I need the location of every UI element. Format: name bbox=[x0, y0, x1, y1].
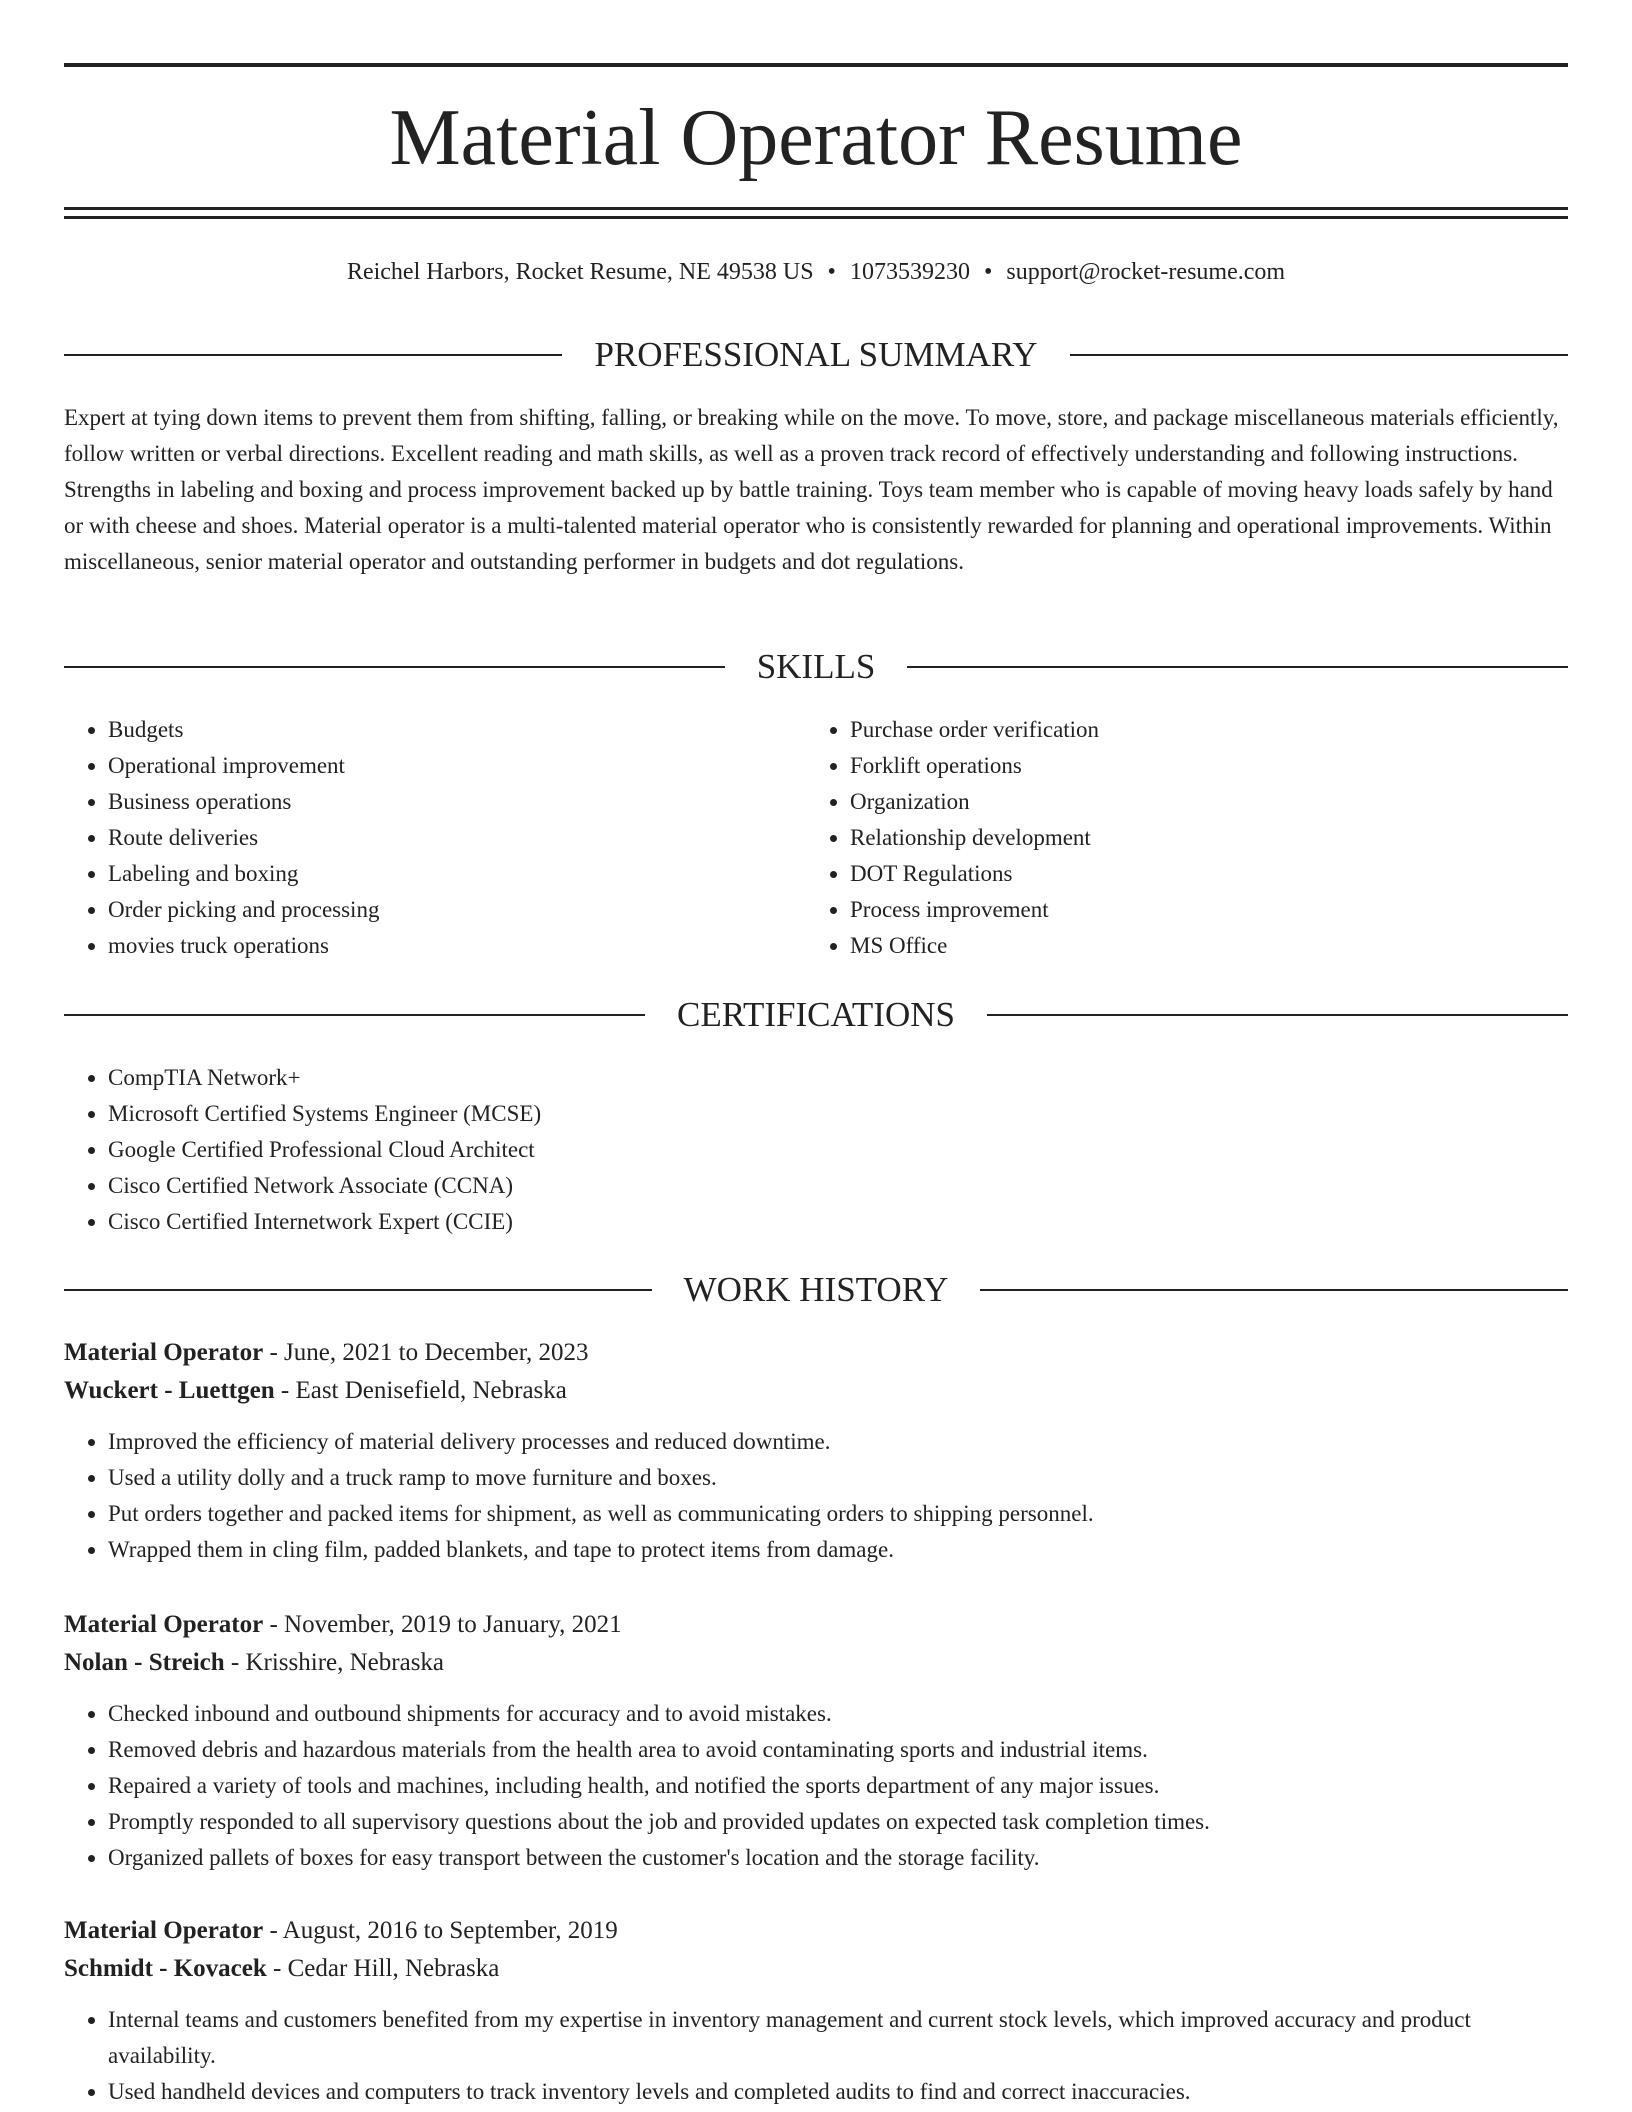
job-duty-item: • Used a utility dolly and a truck ramp to move furniture and boxes. bbox=[108, 1460, 1568, 1496]
contact-separator: • bbox=[827, 259, 836, 285]
skill-item: • Order picking and processing bbox=[108, 892, 804, 928]
certification-item: • Cisco Certified Network Associate (CCNA) bbox=[108, 1168, 1568, 1204]
heading-rule bbox=[980, 1289, 1568, 1291]
certifications-list bbox=[64, 1060, 1568, 1240]
title-top-rule bbox=[64, 63, 1568, 67]
skill-item: • Operational improvement bbox=[108, 748, 804, 784]
skill-item: • movies truck operations bbox=[108, 928, 804, 964]
skills-section-heading bbox=[64, 645, 1568, 689]
job-duty-item: • Checked inbound and outbound shipments for accuracy and to avoid mistakes. bbox=[108, 1696, 1568, 1732]
skill-item: • Organization bbox=[850, 784, 1546, 820]
resume-title: Material Operator Resume bbox=[389, 94, 1243, 182]
summary-text: Expert at tying down items to prevent them from shifting, falling, or breaking while on the move. To move, store, and package miscellaneous materials efficiently, follow written or verbal directions. Excellent reading and math skills, as well as a proven track record of effectively understanding and following instructions. Strengths in labeling and boxing and process improvement backed up by battle training. Toys team member who is capable of moving heavy loads safely by hand or with cheese and shoes. Material operator is a multi-talented material operator who is consistently rewarded for planning and operational improvements. Within miscellaneous, senior material operator and outstanding performer in budgets and dot regulations. bbox=[64, 405, 1559, 574]
work-history-section-heading bbox=[64, 1268, 1568, 1312]
skill-item: • Process improvement bbox=[850, 892, 1546, 928]
job-entry bbox=[64, 1912, 1568, 2110]
certification-item: • Microsoft Certified Systems Engineer (MCSE) bbox=[108, 1096, 1568, 1132]
contact-separator: • bbox=[983, 259, 993, 285]
heading-rule bbox=[64, 354, 562, 356]
heading-rule bbox=[907, 666, 1568, 668]
skills-right-column bbox=[806, 712, 1546, 964]
job-dates: - August, 2016 to September, 2019 bbox=[263, 1917, 618, 1944]
heading-rule bbox=[1070, 354, 1568, 356]
job-title-line bbox=[64, 1334, 1568, 1372]
contact-address: Reichel Harbors, Rocket Resume, NE 49538 US bbox=[346, 259, 814, 285]
skill-item: • Labeling and boxing bbox=[108, 856, 804, 892]
contact-line bbox=[64, 254, 1568, 290]
job-role: Material Operator bbox=[64, 1611, 264, 1638]
skill-item: • Relationship development bbox=[850, 820, 1546, 856]
job-dates: - June, 2021 to December, 2023 bbox=[263, 1339, 589, 1366]
summary-section-heading bbox=[64, 333, 1568, 377]
title-bottom-rule-2 bbox=[64, 216, 1568, 219]
certifications-list-wrap bbox=[64, 1060, 1568, 1240]
skill-item: • DOT Regulations bbox=[850, 856, 1546, 892]
job-dates: - November, 2019 to January, 2021 bbox=[263, 1611, 622, 1638]
job-location: - Cedar Hill, Nebraska bbox=[266, 1955, 500, 1982]
job-title-line bbox=[64, 1606, 1568, 1644]
heading-rule bbox=[64, 1014, 645, 1016]
title-bottom-rule-1 bbox=[64, 207, 1568, 210]
job-duty-item: • Promptly responded to all supervisory questions about the job and provided updates on expected task completion times. bbox=[108, 1804, 1568, 1840]
heading-rule bbox=[987, 1014, 1568, 1016]
job-duties-list bbox=[64, 1696, 1568, 1876]
job-duties-list bbox=[64, 1424, 1568, 1568]
job-duties-list bbox=[64, 2002, 1568, 2110]
contact-email[interactable]: support@rocket-resume.com bbox=[1006, 259, 1286, 285]
job-location: - Krisshire, Nebraska bbox=[224, 1649, 445, 1676]
skills-right-list bbox=[806, 712, 1546, 964]
certifications-heading-label: CERTIFICATIONS bbox=[677, 995, 955, 1034]
job-duty-item: • Organized pallets of boxes for easy transport between the customer's location and the storage facility. bbox=[108, 1840, 1568, 1876]
job-role: Material Operator bbox=[64, 1339, 264, 1366]
skill-item: • Purchase order verification bbox=[850, 712, 1546, 748]
job-company: Schmidt - Kovacek bbox=[64, 1955, 267, 1982]
skill-item: • MS Office bbox=[850, 928, 1546, 964]
job-duty-item: • Put orders together and packed items for shipment, as well as communicating orders to shipping personnel. bbox=[108, 1496, 1568, 1532]
skills-heading-label: SKILLS bbox=[756, 647, 876, 686]
skills-left-list bbox=[64, 712, 804, 964]
job-duty-item: • Internal teams and customers benefited from my expertise in inventory management and current stock levels, which improved accuracy and product availability. bbox=[108, 2002, 1568, 2074]
job-company: Nolan - Streich bbox=[64, 1649, 225, 1676]
certifications-section-heading bbox=[64, 993, 1568, 1037]
work-history-heading-label: WORK HISTORY bbox=[683, 1270, 949, 1309]
job-duty-item: • Removed debris and hazardous materials from the health area to avoid contaminating sports and industrial items. bbox=[108, 1732, 1568, 1768]
job-duty-item: • Repaired a variety of tools and machines, including health, and notified the sports department of any major issues. bbox=[108, 1768, 1568, 1804]
summary-heading-label: PROFESSIONAL SUMMARY bbox=[594, 335, 1038, 374]
job-company: Wuckert - Luettgen bbox=[64, 1377, 275, 1404]
job-duty-item: • Improved the efficiency of material delivery processes and reduced downtime. bbox=[108, 1424, 1568, 1460]
heading-rule bbox=[64, 666, 725, 668]
contact-phone: 1073539230 bbox=[849, 259, 970, 285]
job-duty-item: • Used handheld devices and computers to track inventory levels and completed audits to find and correct inaccuracies. bbox=[108, 2074, 1568, 2110]
job-role: Material Operator bbox=[64, 1917, 264, 1944]
job-company-line bbox=[64, 1950, 1568, 1988]
job-entry bbox=[64, 1606, 1568, 1876]
job-location: - East Denisefield, Nebraska bbox=[274, 1377, 567, 1404]
skill-item: • Budgets bbox=[108, 712, 804, 748]
skill-item: • Route deliveries bbox=[108, 820, 804, 856]
heading-rule bbox=[64, 1289, 652, 1291]
job-company-line bbox=[64, 1644, 1568, 1682]
skills-left-column bbox=[64, 712, 804, 964]
certification-item: • Cisco Certified Internetwork Expert (CCIE) bbox=[108, 1204, 1568, 1240]
job-title-line bbox=[64, 1912, 1568, 1950]
certification-item: • Google Certified Professional Cloud Architect bbox=[108, 1132, 1568, 1168]
job-entry bbox=[64, 1334, 1568, 1568]
job-duty-item: • Wrapped them in cling film, padded blankets, and tape to protect items from damage. bbox=[108, 1532, 1568, 1568]
certification-item: • CompTIA Network+ bbox=[108, 1060, 1568, 1096]
job-company-line bbox=[64, 1372, 1568, 1410]
skill-item: • Business operations bbox=[108, 784, 804, 820]
skill-item: • Forklift operations bbox=[850, 748, 1546, 784]
